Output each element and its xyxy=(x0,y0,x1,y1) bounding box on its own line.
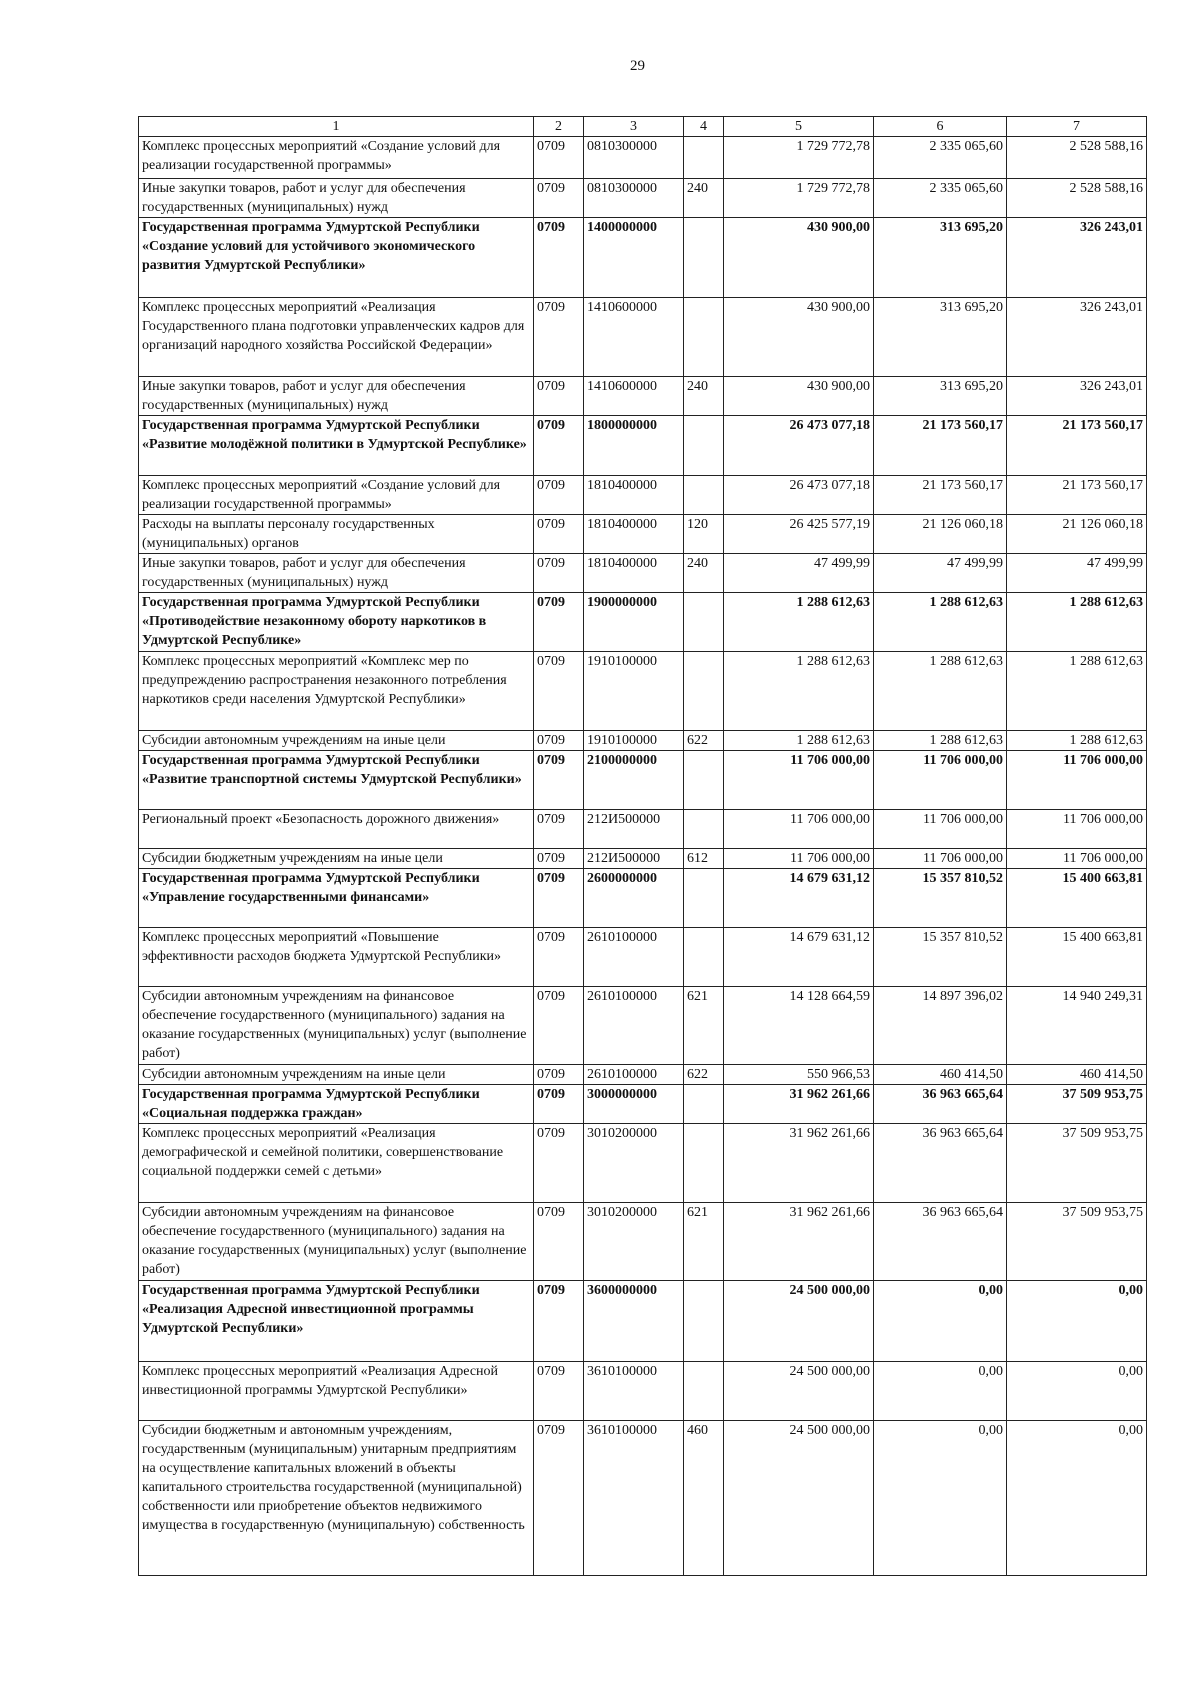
header-cell: 5 xyxy=(724,117,874,137)
row-name: Субсидии автономным учреждениям на финансовое обеспечение государственного (муниципального) задания на оказание государственных (муниципальных) услуг (выполнение работ) xyxy=(139,1203,534,1281)
amount-col-5: 47 499,99 xyxy=(724,554,874,593)
amount-col-5: 430 900,00 xyxy=(724,298,874,377)
section-code: 0709 xyxy=(534,731,584,751)
amount-col-5: 1 288 612,63 xyxy=(724,652,874,731)
row-name: Государственная программа Удмуртской Республики «Противодействие незаконному обороту наркотиков в Удмуртской Республике» xyxy=(139,593,534,652)
target-article-code: 212И500000 xyxy=(584,810,684,849)
section-code: 0709 xyxy=(534,1124,584,1203)
table-row xyxy=(139,179,1147,218)
target-article-code: 1910100000 xyxy=(584,652,684,731)
amount-col-7: 21 126 060,18 xyxy=(1007,515,1147,554)
target-article-code: 2100000000 xyxy=(584,751,684,810)
row-name: Государственная программа Удмуртской Республики «Развитие молодёжной политики в Удмуртской Республике» xyxy=(139,416,534,476)
amount-col-6: 36 963 665,64 xyxy=(874,1203,1007,1281)
row-name: Иные закупки товаров, работ и услуг для обеспечения государственных (муниципальных) нужд xyxy=(139,554,534,593)
target-article-code: 2600000000 xyxy=(584,869,684,928)
amount-col-7: 37 509 953,75 xyxy=(1007,1085,1147,1124)
expense-type-code xyxy=(684,928,724,987)
section-code: 0709 xyxy=(534,593,584,652)
section-code: 0709 xyxy=(534,849,584,869)
table-body xyxy=(139,117,1147,1576)
table-row xyxy=(139,987,1147,1065)
row-name: Комплекс процессных мероприятий «Комплекс мер по предупреждению распространения незаконного потребления наркотиков среди населения Удмуртской Республики» xyxy=(139,652,534,731)
section-code: 0709 xyxy=(534,1281,584,1362)
target-article-code: 3600000000 xyxy=(584,1281,684,1362)
section-code: 0709 xyxy=(534,137,584,179)
amount-col-5: 430 900,00 xyxy=(724,218,874,298)
amount-col-7: 11 706 000,00 xyxy=(1007,849,1147,869)
amount-col-7: 47 499,99 xyxy=(1007,554,1147,593)
table-row xyxy=(139,218,1147,298)
amount-col-6: 11 706 000,00 xyxy=(874,751,1007,810)
expense-type-code: 460 xyxy=(684,1421,724,1576)
expense-type-code xyxy=(684,810,724,849)
table-row xyxy=(139,298,1147,377)
row-name: Субсидии бюджетным и автономным учреждениям, государственным (муниципальным) унитарным предприятиям на осуществление капитальных вложений в объекты капитального строительства государственной (муниципальной) собственности или приобретение объектов недвижимого имущества в государственную (муниципальную) собственность xyxy=(139,1421,534,1576)
amount-col-5: 24 500 000,00 xyxy=(724,1362,874,1421)
table-row xyxy=(139,1421,1147,1576)
amount-col-5: 31 962 261,66 xyxy=(724,1085,874,1124)
header-row xyxy=(139,117,1147,137)
amount-col-5: 14 679 631,12 xyxy=(724,869,874,928)
target-article-code: 1900000000 xyxy=(584,593,684,652)
amount-col-7: 37 509 953,75 xyxy=(1007,1203,1147,1281)
target-article-code: 3010200000 xyxy=(584,1124,684,1203)
expense-type-code: 240 xyxy=(684,377,724,416)
row-name: Государственная программа Удмуртской Республики «Создание условий для устойчивого экономического развития Удмуртской Республики» xyxy=(139,218,534,298)
amount-col-6: 11 706 000,00 xyxy=(874,849,1007,869)
amount-col-5: 24 500 000,00 xyxy=(724,1281,874,1362)
amount-col-7: 37 509 953,75 xyxy=(1007,1124,1147,1203)
header-cell: 4 xyxy=(684,117,724,137)
table-row xyxy=(139,810,1147,849)
target-article-code: 1410600000 xyxy=(584,298,684,377)
row-name: Государственная программа Удмуртской Республики «Социальная поддержка граждан» xyxy=(139,1085,534,1124)
amount-col-5: 550 966,53 xyxy=(724,1065,874,1085)
table-row xyxy=(139,416,1147,476)
amount-col-5: 31 962 261,66 xyxy=(724,1203,874,1281)
row-name: Расходы на выплаты персоналу государственных (муниципальных) органов xyxy=(139,515,534,554)
row-name: Иные закупки товаров, работ и услуг для обеспечения государственных (муниципальных) нужд xyxy=(139,179,534,218)
amount-col-6: 0,00 xyxy=(874,1281,1007,1362)
amount-col-5: 1 288 612,63 xyxy=(724,731,874,751)
target-article-code: 3010200000 xyxy=(584,1203,684,1281)
row-name: Комплекс процессных мероприятий «Создание условий для реализации государственной программы» xyxy=(139,476,534,515)
expense-type-code xyxy=(684,751,724,810)
target-article-code: 1410600000 xyxy=(584,377,684,416)
row-name: Субсидии автономным учреждениям на иные цели xyxy=(139,731,534,751)
table-row xyxy=(139,377,1147,416)
amount-col-7: 2 528 588,16 xyxy=(1007,179,1147,218)
expense-type-code xyxy=(684,593,724,652)
row-name: Региональный проект «Безопасность дорожного движения» xyxy=(139,810,534,849)
amount-col-5: 26 473 077,18 xyxy=(724,476,874,515)
amount-col-7: 11 706 000,00 xyxy=(1007,810,1147,849)
row-name: Комплекс процессных мероприятий «Реализация Государственного плана подготовки управленческих кадров для организаций народного хозяйства Российской Федерации» xyxy=(139,298,534,377)
table-row xyxy=(139,554,1147,593)
expense-type-code: 612 xyxy=(684,849,724,869)
table-row xyxy=(139,1085,1147,1124)
expense-type-code: 621 xyxy=(684,1203,724,1281)
expense-type-code xyxy=(684,869,724,928)
table-row xyxy=(139,1203,1147,1281)
table-row xyxy=(139,849,1147,869)
section-code: 0709 xyxy=(534,652,584,731)
row-name: Субсидии автономным учреждениям на иные цели xyxy=(139,1065,534,1085)
amount-col-7: 11 706 000,00 xyxy=(1007,751,1147,810)
section-code: 0709 xyxy=(534,1421,584,1576)
amount-col-6: 36 963 665,64 xyxy=(874,1085,1007,1124)
row-name: Иные закупки товаров, работ и услуг для обеспечения государственных (муниципальных) нужд xyxy=(139,377,534,416)
table-row xyxy=(139,137,1147,179)
table-row xyxy=(139,869,1147,928)
expense-type-code xyxy=(684,1362,724,1421)
amount-col-6: 1 288 612,63 xyxy=(874,731,1007,751)
expense-type-code xyxy=(684,137,724,179)
expense-type-code: 621 xyxy=(684,987,724,1065)
target-article-code: 3000000000 xyxy=(584,1085,684,1124)
expense-type-code: 622 xyxy=(684,731,724,751)
table-row xyxy=(139,476,1147,515)
section-code: 0709 xyxy=(534,1085,584,1124)
amount-col-5: 26 425 577,19 xyxy=(724,515,874,554)
amount-col-7: 21 173 560,17 xyxy=(1007,416,1147,476)
amount-col-6: 15 357 810,52 xyxy=(874,869,1007,928)
expense-type-code xyxy=(684,298,724,377)
section-code: 0709 xyxy=(534,476,584,515)
section-code: 0709 xyxy=(534,928,584,987)
amount-col-6: 313 695,20 xyxy=(874,298,1007,377)
table-row xyxy=(139,928,1147,987)
target-article-code: 2610100000 xyxy=(584,1065,684,1085)
expense-type-code xyxy=(684,1281,724,1362)
target-article-code: 212И500000 xyxy=(584,849,684,869)
amount-col-6: 0,00 xyxy=(874,1362,1007,1421)
amount-col-7: 14 940 249,31 xyxy=(1007,987,1147,1065)
amount-col-7: 326 243,01 xyxy=(1007,377,1147,416)
amount-col-7: 0,00 xyxy=(1007,1281,1147,1362)
table-row xyxy=(139,1065,1147,1085)
section-code: 0709 xyxy=(534,179,584,218)
amount-col-7: 15 400 663,81 xyxy=(1007,869,1147,928)
expense-type-code: 622 xyxy=(684,1065,724,1085)
amount-col-5: 24 500 000,00 xyxy=(724,1421,874,1576)
section-code: 0709 xyxy=(534,751,584,810)
row-name: Комплекс процессных мероприятий «Реализация Адресной инвестиционной программы Удмуртской Республики» xyxy=(139,1362,534,1421)
section-code: 0709 xyxy=(534,218,584,298)
section-code: 0709 xyxy=(534,554,584,593)
budget-table xyxy=(138,116,1147,1576)
amount-col-6: 1 288 612,63 xyxy=(874,593,1007,652)
amount-col-5: 14 679 631,12 xyxy=(724,928,874,987)
target-article-code: 1800000000 xyxy=(584,416,684,476)
expense-type-code xyxy=(684,1085,724,1124)
amount-col-7: 1 288 612,63 xyxy=(1007,731,1147,751)
section-code: 0709 xyxy=(534,1065,584,1085)
expense-type-code xyxy=(684,416,724,476)
amount-col-6: 14 897 396,02 xyxy=(874,987,1007,1065)
amount-col-7: 21 173 560,17 xyxy=(1007,476,1147,515)
expense-type-code xyxy=(684,1124,724,1203)
amount-col-5: 11 706 000,00 xyxy=(724,849,874,869)
amount-col-6: 21 173 560,17 xyxy=(874,476,1007,515)
amount-col-5: 14 128 664,59 xyxy=(724,987,874,1065)
amount-col-7: 1 288 612,63 xyxy=(1007,652,1147,731)
table-row xyxy=(139,1124,1147,1203)
section-code: 0709 xyxy=(534,515,584,554)
header-cell: 3 xyxy=(584,117,684,137)
expense-type-code: 120 xyxy=(684,515,724,554)
amount-col-5: 1 729 772,78 xyxy=(724,179,874,218)
amount-col-6: 313 695,20 xyxy=(874,218,1007,298)
amount-col-5: 1 729 772,78 xyxy=(724,137,874,179)
amount-col-5: 11 706 000,00 xyxy=(724,810,874,849)
amount-col-6: 15 357 810,52 xyxy=(874,928,1007,987)
table-row xyxy=(139,1362,1147,1421)
amount-col-7: 0,00 xyxy=(1007,1421,1147,1576)
header-cell: 1 xyxy=(139,117,534,137)
amount-col-6: 2 335 065,60 xyxy=(874,179,1007,218)
target-article-code: 1810400000 xyxy=(584,515,684,554)
amount-col-6: 1 288 612,63 xyxy=(874,652,1007,731)
row-name: Государственная программа Удмуртской Республики «Реализация Адресной инвестиционной программы Удмуртской Республики» xyxy=(139,1281,534,1362)
amount-col-6: 313 695,20 xyxy=(874,377,1007,416)
target-article-code: 1810400000 xyxy=(584,554,684,593)
amount-col-5: 430 900,00 xyxy=(724,377,874,416)
amount-col-5: 11 706 000,00 xyxy=(724,751,874,810)
section-code: 0709 xyxy=(534,298,584,377)
amount-col-6: 47 499,99 xyxy=(874,554,1007,593)
amount-col-5: 1 288 612,63 xyxy=(724,593,874,652)
table-row xyxy=(139,731,1147,751)
row-name: Комплекс процессных мероприятий «Создание условий для реализации государственной программы» xyxy=(139,137,534,179)
page-number: 29 xyxy=(630,58,645,74)
table-row xyxy=(139,593,1147,652)
table-row xyxy=(139,1281,1147,1362)
amount-col-7: 1 288 612,63 xyxy=(1007,593,1147,652)
amount-col-5: 31 962 261,66 xyxy=(724,1124,874,1203)
target-article-code: 1810400000 xyxy=(584,476,684,515)
amount-col-6: 11 706 000,00 xyxy=(874,810,1007,849)
expense-type-code xyxy=(684,218,724,298)
expense-type-code: 240 xyxy=(684,179,724,218)
amount-col-6: 2 335 065,60 xyxy=(874,137,1007,179)
target-article-code: 3610100000 xyxy=(584,1421,684,1576)
target-article-code: 0810300000 xyxy=(584,179,684,218)
amount-col-7: 326 243,01 xyxy=(1007,218,1147,298)
amount-col-7: 0,00 xyxy=(1007,1362,1147,1421)
section-code: 0709 xyxy=(534,416,584,476)
section-code: 0709 xyxy=(534,810,584,849)
table-row xyxy=(139,515,1147,554)
amount-col-7: 2 528 588,16 xyxy=(1007,137,1147,179)
amount-col-7: 15 400 663,81 xyxy=(1007,928,1147,987)
section-code: 0709 xyxy=(534,1362,584,1421)
target-article-code: 1400000000 xyxy=(584,218,684,298)
table-row xyxy=(139,652,1147,731)
section-code: 0709 xyxy=(534,377,584,416)
expense-type-code: 240 xyxy=(684,554,724,593)
row-name: Государственная программа Удмуртской Республики «Развитие транспортной системы Удмуртской Республики» xyxy=(139,751,534,810)
amount-col-6: 21 126 060,18 xyxy=(874,515,1007,554)
amount-col-6: 0,00 xyxy=(874,1421,1007,1576)
amount-col-6: 21 173 560,17 xyxy=(874,416,1007,476)
row-name: Субсидии автономным учреждениям на финансовое обеспечение государственного (муниципального) задания на оказание государственных (муниципальных) услуг (выполнение работ) xyxy=(139,987,534,1065)
section-code: 0709 xyxy=(534,869,584,928)
table-row xyxy=(139,751,1147,810)
target-article-code: 1910100000 xyxy=(584,731,684,751)
amount-col-7: 326 243,01 xyxy=(1007,298,1147,377)
row-name: Комплекс процессных мероприятий «Реализация демографической и семейной политики, совершенствование социальной поддержки семей с детьми» xyxy=(139,1124,534,1203)
target-article-code: 3610100000 xyxy=(584,1362,684,1421)
section-code: 0709 xyxy=(534,1203,584,1281)
header-cell: 7 xyxy=(1007,117,1147,137)
amount-col-6: 460 414,50 xyxy=(874,1065,1007,1085)
amount-col-5: 26 473 077,18 xyxy=(724,416,874,476)
amount-col-7: 460 414,50 xyxy=(1007,1065,1147,1085)
row-name: Субсидии бюджетным учреждениям на иные цели xyxy=(139,849,534,869)
amount-col-6: 36 963 665,64 xyxy=(874,1124,1007,1203)
target-article-code: 0810300000 xyxy=(584,137,684,179)
section-code: 0709 xyxy=(534,987,584,1065)
expense-type-code xyxy=(684,476,724,515)
header-cell: 6 xyxy=(874,117,1007,137)
target-article-code: 2610100000 xyxy=(584,928,684,987)
row-name: Комплекс процессных мероприятий «Повышение эффективности расходов бюджета Удмуртской Республики» xyxy=(139,928,534,987)
header-cell: 2 xyxy=(534,117,584,137)
row-name: Государственная программа Удмуртской Республики «Управление государственными финансами» xyxy=(139,869,534,928)
target-article-code: 2610100000 xyxy=(584,987,684,1065)
expense-type-code xyxy=(684,652,724,731)
